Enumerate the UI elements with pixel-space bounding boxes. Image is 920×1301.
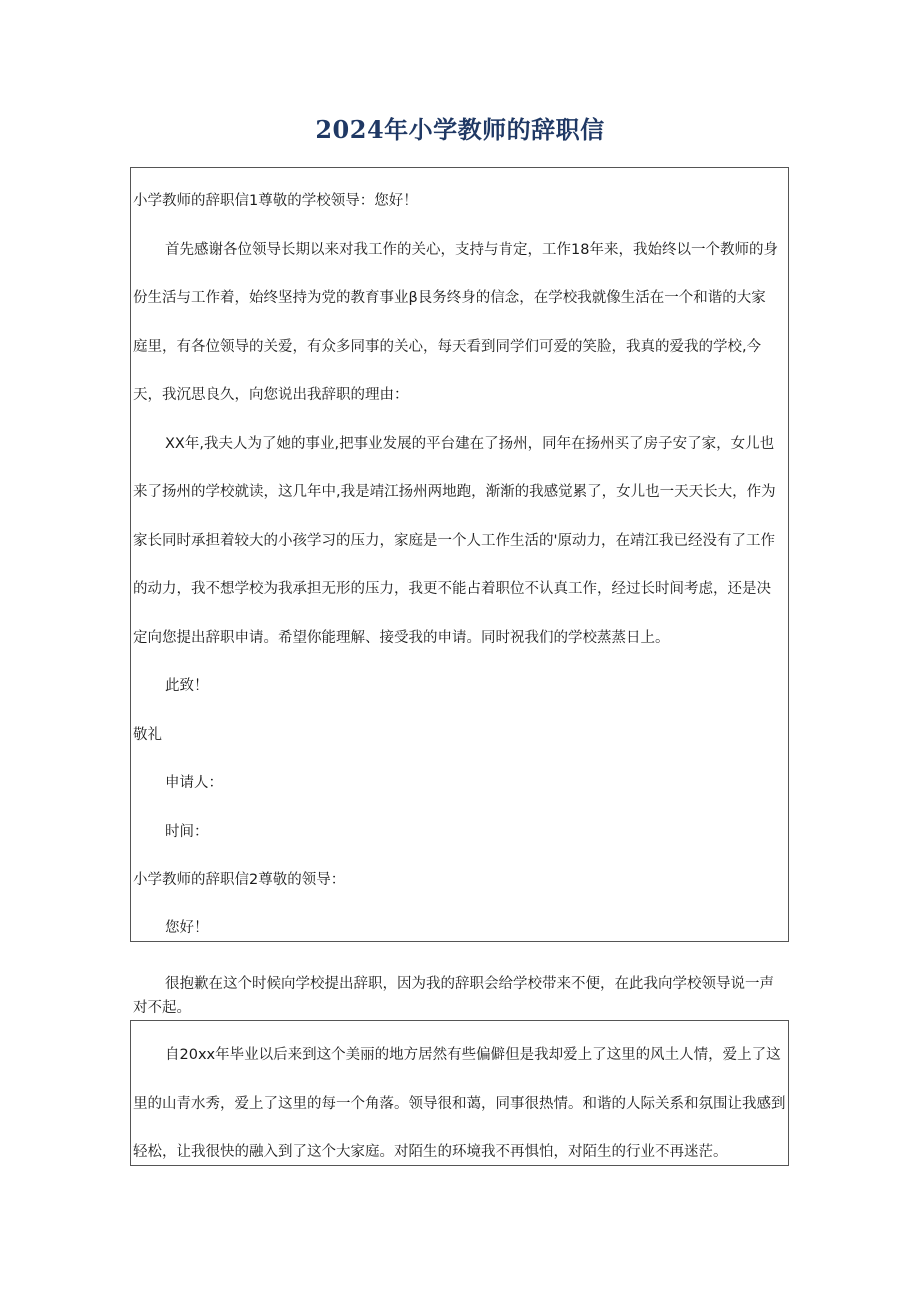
paragraph-line: 自20xx年毕业以后来到这个美丽的地方居然有些偏僻但是我却爱上了这里的风土人情，爱上了这 <box>165 1047 781 1063</box>
regards: 敬礼 <box>133 727 162 743</box>
closing-salutation: 此致！ <box>165 678 209 694</box>
letter-2-frame <box>130 1020 789 1166</box>
paragraph-line: 来了扬州的学校就读，这几年中,我是靖江扬州两地跑，渐渐的我感觉累了，女儿也一天天长大，作为 <box>133 484 776 500</box>
paragraph-line: 家长同时承担着较大的小孩学习的压力，家庭是一个人工作生活的'原动力，在靖江我已经没有了工作 <box>133 533 775 549</box>
paragraph-line: 庭里，有各位领导的关爱，有众多同事的关心，每天看到同学们可爱的笑脸，我真的爱我的学校,今 <box>133 339 762 355</box>
paragraph-line: 里的山青水秀，爱上了这里的每一个角落。领导很和蔼，同事很热情。和谐的人际关系和氛围让我感到 <box>133 1096 786 1112</box>
letter-1-heading: 小学教师的辞职信1尊敬的学校领导：您好！ <box>133 193 418 209</box>
paragraph-line: XX年,我夫人为了她的事业,把事业发展的平台建在了扬州，同年在扬州买了房子安了家，女儿也 <box>165 436 775 452</box>
paragraph-line: 轻松，让我很快的融入到了这个大家庭。对陌生的环境我不再惧怕，对陌生的行业不再迷茫。 <box>133 1144 728 1160</box>
paragraph-line: 天，我沉思良久，向您说出我辞职的理由： <box>133 387 409 403</box>
paragraph-line: 份生活与工作着，始终坚持为党的教育事业β艮务终身的信念，在学校我就像生活在一个和谐的大家 <box>133 290 766 306</box>
apology-line: 对不起。 <box>133 1000 191 1016</box>
applicant-label: 申请人： <box>165 775 223 791</box>
letter-2-heading: 小学教师的辞职信2尊敬的领导： <box>133 872 346 888</box>
document-title: 2024年小学教师的辞职信 <box>315 115 605 144</box>
date-label: 时间： <box>165 824 209 840</box>
greeting: 您好！ <box>165 920 209 936</box>
letter-1-frame <box>130 167 789 942</box>
paragraph-line: 的动力，我不想学校为我承担无形的压力，我更不能占着职位不认真工作，经过长时间考虑，还是决 <box>133 581 771 597</box>
apology-line: 很抱歉在这个时候向学校提出辞职，因为我的辞职会给学校带来不便，在此我向学校领导说一声 <box>165 976 774 992</box>
paragraph-line: 首先感谢各位领导长期以来对我工作的关心，支持与肯定，工作18年来，我始终以一个教师的身 <box>165 242 778 258</box>
paragraph-line: 定向您提出辞职申请。希望你能理解、接受我的申请。同时祝我们的学校蒸蒸日上。 <box>133 630 670 646</box>
